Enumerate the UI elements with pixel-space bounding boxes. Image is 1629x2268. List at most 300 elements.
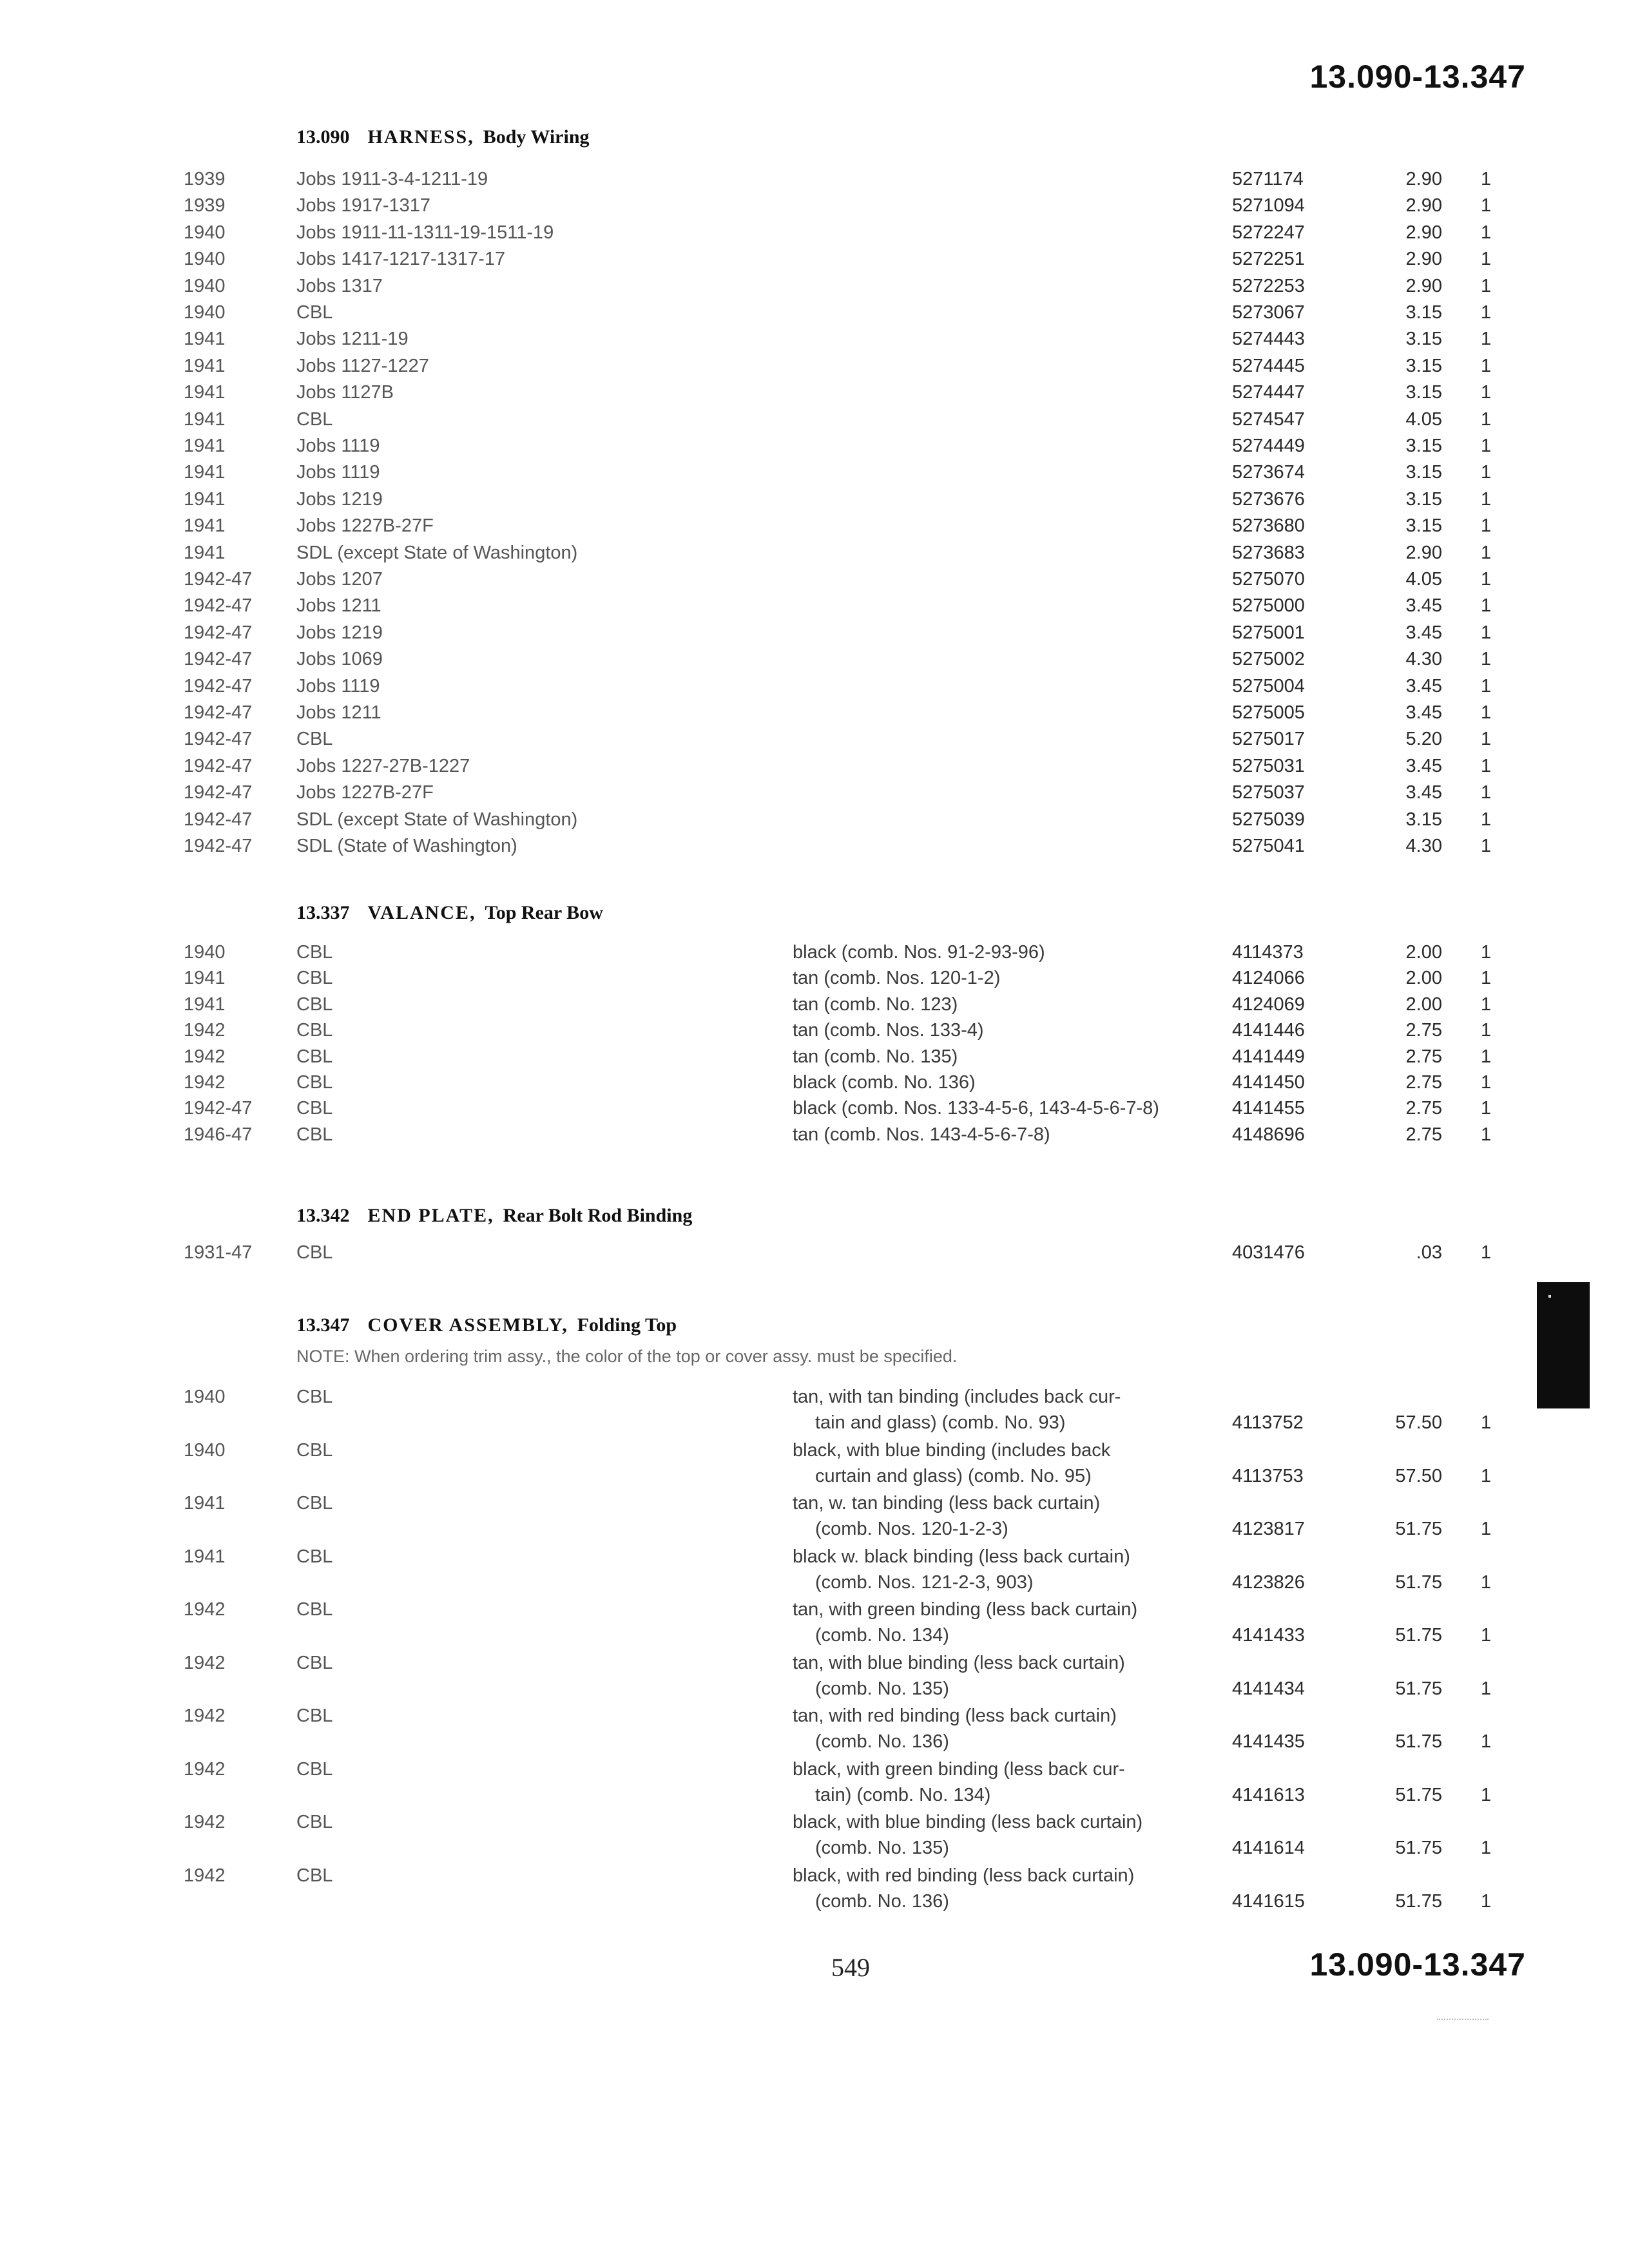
row-price: 57.50	[1395, 1412, 1442, 1433]
row-year: 1942-47	[184, 836, 253, 856]
row-quantity: 1	[1481, 569, 1492, 590]
row-part-number: 5275001	[1232, 622, 1305, 643]
row-model: Jobs 1911-11-1311-19-1511-19	[296, 222, 554, 243]
row-part-number: 4141455	[1232, 1098, 1305, 1119]
row-price: 3.15	[1405, 382, 1442, 403]
row-part-number: 4141446	[1232, 1020, 1305, 1041]
table-row	[0, 756, 1629, 782]
table-row	[0, 1020, 1629, 1046]
row-year: 1942-47	[184, 675, 253, 697]
row-part-number: 4114373	[1232, 942, 1304, 963]
row-price: 4.05	[1405, 408, 1442, 430]
row-description-line2: (comb. No. 135)	[815, 1838, 949, 1858]
row-price: 2.75	[1405, 1124, 1442, 1145]
table-row	[0, 595, 1629, 621]
row-model: Jobs 1211	[296, 595, 381, 617]
row-price: 3.15	[1405, 436, 1442, 456]
row-quantity: 1	[1481, 1625, 1492, 1646]
row-price: 3.45	[1405, 702, 1442, 723]
row-price: 2.00	[1405, 968, 1442, 989]
row-quantity: 1	[1481, 782, 1492, 803]
row-model: Jobs 1069	[296, 649, 383, 670]
table-row	[0, 249, 1629, 274]
row-part-number: 4141450	[1232, 1072, 1305, 1093]
row-quantity: 1	[1481, 1020, 1492, 1041]
table-row	[0, 382, 1629, 408]
row-model: SDL (State of Washington)	[296, 836, 517, 856]
row-part-number: 5274443	[1232, 329, 1305, 350]
row-quantity: 1	[1481, 249, 1492, 270]
row-quantity: 1	[1481, 462, 1492, 483]
table-row	[0, 942, 1629, 968]
row-quantity: 1	[1481, 542, 1492, 563]
page-footer-code: 13.090-13.347	[1309, 1946, 1526, 1983]
section-number: 13.347	[296, 1314, 350, 1336]
row-description-line1: tan, with blue binding (less back curtain)	[793, 1652, 1125, 1673]
row-price: 2.90	[1405, 195, 1442, 216]
row-part-number: 5273067	[1232, 302, 1305, 323]
row-part-number: 4141615	[1232, 1890, 1305, 1912]
table-row	[0, 1387, 1629, 1438]
table-row	[0, 1812, 1629, 1863]
section-title-endplate	[296, 1205, 692, 1227]
row-price: 51.75	[1395, 1784, 1442, 1805]
row-quantity: 1	[1481, 809, 1492, 830]
row-year: 1941	[184, 355, 226, 376]
row-part-number: 5272253	[1232, 275, 1305, 296]
row-description-line1: tan, with red binding (less back curtain)	[793, 1706, 1117, 1726]
row-price: 51.75	[1395, 1519, 1442, 1539]
row-description-line2: (comb. No. 134)	[815, 1625, 949, 1646]
table-row	[0, 836, 1629, 861]
row-quantity: 1	[1481, 1412, 1492, 1433]
row-price: 3.45	[1405, 675, 1442, 697]
row-price: 3.45	[1405, 755, 1442, 776]
row-year: 1942-47	[184, 729, 253, 750]
row-year: 1942	[184, 1072, 226, 1093]
row-description: black (comb. Nos. 133-4-5-6, 143-4-5-6-7-8)	[793, 1098, 1159, 1119]
row-year: 1942	[184, 1046, 226, 1067]
row-model: Jobs 1917-1317	[296, 195, 430, 216]
row-price: 2.00	[1405, 994, 1442, 1015]
row-year: 1942-47	[184, 702, 253, 723]
row-part-number: 4141449	[1232, 1046, 1305, 1067]
table-row	[0, 994, 1629, 1020]
section-number: 13.337	[296, 902, 350, 923]
row-year: 1942	[184, 1865, 226, 1886]
section-number: 13.090	[296, 126, 350, 148]
row-model: CBL	[296, 1098, 333, 1119]
row-description-line2: (comb. Nos. 121-2-3, 903)	[815, 1571, 1034, 1593]
row-year: 1942	[184, 1758, 226, 1780]
row-description-line1: black w. black binding (less back curtain)	[793, 1546, 1130, 1567]
row-price: 4.05	[1405, 569, 1442, 590]
row-year: 1941	[184, 1493, 226, 1514]
row-model: Jobs 1207	[296, 569, 383, 590]
row-description-line2: (comb. No. 136)	[815, 1731, 949, 1752]
row-description-line1: black, with blue binding (less back curtain)	[793, 1812, 1143, 1832]
row-price: 3.15	[1405, 302, 1442, 323]
row-part-number: 5273676	[1232, 488, 1305, 510]
section-name: END PLATE,	[367, 1205, 494, 1226]
row-part-number: 5273683	[1232, 542, 1305, 563]
row-price: 3.45	[1405, 595, 1442, 617]
row-model: Jobs 1119	[296, 462, 380, 483]
table-row	[0, 1098, 1629, 1124]
row-year: 1946-47	[184, 1124, 253, 1145]
section-title-valance	[296, 902, 603, 924]
row-part-number: 5275031	[1232, 755, 1305, 776]
row-quantity: 1	[1481, 595, 1492, 617]
table-row	[0, 1046, 1629, 1072]
row-quantity: 1	[1481, 1678, 1492, 1699]
table-row	[0, 222, 1629, 248]
row-year: 1942-47	[184, 649, 253, 670]
row-model: CBL	[296, 1812, 333, 1832]
row-model: CBL	[296, 994, 333, 1015]
row-price: 2.75	[1405, 1098, 1442, 1119]
row-year: 1942	[184, 1652, 226, 1673]
row-quantity: 1	[1481, 1072, 1492, 1093]
row-model: CBL	[296, 729, 333, 750]
table-row	[0, 809, 1629, 835]
section-note: NOTE: When ordering trim assy., the color of the top or cover assy. must be specified.	[296, 1347, 958, 1366]
table-row	[0, 1124, 1629, 1150]
row-year: 1941	[184, 968, 226, 989]
row-year: 1941	[184, 542, 226, 563]
section-title-cover	[296, 1314, 677, 1336]
row-year: 1942-47	[184, 569, 253, 590]
table-row	[0, 195, 1629, 221]
table-row	[0, 356, 1629, 381]
row-model: CBL	[296, 1706, 333, 1726]
row-model: CBL	[296, 302, 333, 323]
row-model: CBL	[296, 1046, 333, 1067]
table-row	[0, 649, 1629, 675]
row-part-number: 5275041	[1232, 836, 1305, 856]
row-price: 2.00	[1405, 942, 1442, 963]
section-name: HARNESS,	[367, 126, 474, 148]
row-description-line2: (comb. Nos. 120-1-2-3)	[815, 1519, 1008, 1539]
table-row	[0, 569, 1629, 595]
table-row	[0, 622, 1629, 648]
row-quantity: 1	[1481, 488, 1492, 510]
row-price: 51.75	[1395, 1731, 1442, 1752]
table-row	[0, 169, 1629, 195]
row-year: 1942	[184, 1706, 226, 1726]
row-year: 1942-47	[184, 782, 253, 803]
row-part-number: 4141434	[1232, 1678, 1305, 1699]
row-price: 51.75	[1395, 1838, 1442, 1858]
row-year: 1940	[184, 302, 226, 323]
section-title-harness	[296, 126, 590, 148]
table-row	[0, 489, 1629, 515]
table-row	[0, 782, 1629, 808]
row-part-number: 4113753	[1232, 1465, 1304, 1486]
row-price: 4.30	[1405, 649, 1442, 670]
table-row	[0, 302, 1629, 328]
section-subtitle: Top Rear Bow	[485, 902, 603, 923]
row-description: tan (comb. Nos. 133-4)	[793, 1020, 984, 1041]
row-price: 3.15	[1405, 809, 1442, 830]
row-price: 2.75	[1405, 1072, 1442, 1093]
table-row	[0, 968, 1629, 994]
row-year: 1942-47	[184, 595, 253, 617]
row-model: Jobs 1119	[296, 436, 380, 456]
table-row	[0, 1242, 1629, 1268]
row-year: 1940	[184, 275, 226, 296]
row-model: CBL	[296, 1072, 333, 1093]
row-model: CBL	[296, 1546, 333, 1567]
row-year: 1941	[184, 994, 226, 1015]
row-price: 3.45	[1405, 622, 1442, 643]
row-price: 2.90	[1405, 249, 1442, 270]
row-quantity: 1	[1481, 1124, 1492, 1145]
row-model: CBL	[296, 1865, 333, 1886]
row-part-number: 5274447	[1232, 382, 1305, 403]
row-year: 1941	[184, 408, 226, 430]
row-quantity: 1	[1481, 649, 1492, 670]
section-name: COVER ASSEMBLY,	[367, 1314, 568, 1336]
row-description-line2: (comb. No. 135)	[815, 1678, 949, 1699]
scan-mark	[1437, 2019, 1489, 2021]
row-price: 4.30	[1405, 836, 1442, 856]
row-model: Jobs 1911-3-4-1211-19	[296, 169, 488, 189]
row-description: tan (comb. Nos. 143-4-5-6-7-8)	[793, 1124, 1050, 1145]
row-year: 1942-47	[184, 755, 253, 776]
page-number: 549	[831, 1953, 870, 1982]
row-model: CBL	[296, 1124, 333, 1145]
row-quantity: 1	[1481, 169, 1492, 189]
row-quantity: 1	[1481, 622, 1492, 643]
row-quantity: 1	[1481, 302, 1492, 323]
row-quantity: 1	[1481, 1242, 1492, 1263]
row-year: 1942	[184, 1812, 226, 1832]
row-price: 3.15	[1405, 355, 1442, 376]
row-description-line1: tan, w. tan binding (less back curtain)	[793, 1493, 1101, 1514]
row-year: 1941	[184, 488, 226, 510]
row-quantity: 1	[1481, 994, 1492, 1015]
row-model: Jobs 1317	[296, 275, 383, 296]
section-number: 13.342	[296, 1205, 350, 1226]
row-year: 1939	[184, 169, 226, 189]
row-quantity: 1	[1481, 329, 1492, 350]
row-description-line2: tain) (comb. No. 134)	[815, 1784, 991, 1805]
row-model: CBL	[296, 1387, 333, 1407]
row-part-number: 5275070	[1232, 569, 1305, 590]
row-model: CBL	[296, 1652, 333, 1673]
row-quantity: 1	[1481, 702, 1492, 723]
row-model: Jobs 1219	[296, 488, 383, 510]
table-row	[0, 329, 1629, 354]
row-description-line1: tan, with tan binding (includes back cur-	[793, 1387, 1121, 1407]
table-row	[0, 276, 1629, 302]
row-price: 57.50	[1395, 1465, 1442, 1486]
row-quantity: 1	[1481, 382, 1492, 403]
row-part-number: 5271094	[1232, 195, 1305, 216]
row-price: 2.90	[1405, 222, 1442, 243]
row-part-number: 5275000	[1232, 595, 1305, 617]
table-row	[0, 1599, 1629, 1651]
row-model: SDL (except State of Washington)	[296, 542, 578, 563]
row-year: 1941	[184, 1546, 226, 1567]
section-subtitle: Rear Bolt Rod Binding	[503, 1205, 693, 1226]
row-model: Jobs 1227B-27F	[296, 782, 434, 803]
table-row	[0, 1072, 1629, 1098]
row-part-number: 4124066	[1232, 968, 1305, 989]
row-quantity: 1	[1481, 408, 1492, 430]
row-price: 5.20	[1405, 729, 1442, 750]
row-quantity: 1	[1481, 355, 1492, 376]
row-model: Jobs 1211-19	[296, 329, 409, 350]
row-year: 1942	[184, 1020, 226, 1041]
row-model: Jobs 1127B	[296, 382, 394, 403]
row-model: CBL	[296, 408, 333, 430]
row-quantity: 1	[1481, 1890, 1492, 1912]
row-part-number: 5275037	[1232, 782, 1305, 803]
row-model: CBL	[296, 1020, 333, 1041]
row-part-number: 4123817	[1232, 1519, 1305, 1539]
row-year: 1940	[184, 222, 226, 243]
row-part-number: 5275039	[1232, 809, 1305, 830]
row-part-number: 5271174	[1232, 169, 1304, 189]
row-year: 1942-47	[184, 1098, 253, 1119]
row-part-number: 5272251	[1232, 249, 1305, 270]
row-model: Jobs 1227-27B-1227	[296, 755, 470, 776]
table-row	[0, 1546, 1629, 1598]
row-model: CBL	[296, 1758, 333, 1780]
row-description: black (comb. Nos. 91-2-93-96)	[793, 942, 1045, 963]
row-model: Jobs 1119	[296, 675, 380, 697]
row-part-number: 4148696	[1232, 1124, 1305, 1145]
row-year: 1940	[184, 249, 226, 270]
row-part-number: 4141435	[1232, 1731, 1305, 1752]
table-row	[0, 543, 1629, 568]
row-quantity: 1	[1481, 755, 1492, 776]
row-description-line1: tan, with green binding (less back curtain)	[793, 1599, 1138, 1620]
row-quantity: 1	[1481, 968, 1492, 989]
table-row	[0, 409, 1629, 435]
row-price: 2.90	[1405, 542, 1442, 563]
row-model: CBL	[296, 968, 333, 989]
row-price: 51.75	[1395, 1890, 1442, 1912]
row-part-number: 5274547	[1232, 408, 1305, 430]
table-row	[0, 1439, 1629, 1492]
row-quantity: 1	[1481, 1784, 1492, 1805]
row-year: 1941	[184, 329, 226, 350]
row-description: black (comb. No. 136)	[793, 1072, 976, 1093]
row-year: 1940	[184, 942, 226, 963]
row-year: 1931-47	[184, 1242, 253, 1263]
row-quantity: 1	[1481, 942, 1492, 963]
row-part-number: 5275002	[1232, 649, 1305, 670]
row-quantity: 1	[1481, 515, 1492, 537]
row-price: 2.90	[1405, 275, 1442, 296]
row-year: 1940	[184, 1387, 226, 1407]
row-description-line2: tain and glass) (comb. No. 93)	[815, 1412, 1066, 1433]
row-part-number: 5275005	[1232, 702, 1305, 723]
table-row	[0, 1706, 1629, 1757]
section-subtitle: Folding Top	[577, 1314, 677, 1336]
row-price: .03	[1416, 1242, 1442, 1263]
table-row	[0, 1652, 1629, 1704]
row-quantity: 1	[1481, 729, 1492, 750]
table-row	[0, 1758, 1629, 1811]
row-quantity: 1	[1481, 1571, 1492, 1593]
row-description-line2: curtain and glass) (comb. No. 95)	[815, 1465, 1092, 1486]
row-model: Jobs 1219	[296, 622, 383, 643]
row-price: 2.75	[1405, 1046, 1442, 1067]
row-quantity: 1	[1481, 1465, 1492, 1486]
row-quantity: 1	[1481, 1098, 1492, 1119]
row-year: 1941	[184, 515, 226, 537]
row-quantity: 1	[1481, 275, 1492, 296]
section-subtitle: Body Wiring	[483, 126, 590, 148]
row-year: 1939	[184, 195, 226, 216]
row-quantity: 1	[1481, 1731, 1492, 1752]
row-part-number: 4031476	[1232, 1242, 1305, 1263]
page-header-code: 13.090-13.347	[1309, 59, 1526, 95]
table-row	[0, 702, 1629, 728]
row-year: 1942	[184, 1599, 226, 1620]
row-part-number: 5273680	[1232, 515, 1305, 537]
row-price: 51.75	[1395, 1625, 1442, 1646]
row-year: 1942-47	[184, 622, 253, 643]
row-price: 51.75	[1395, 1571, 1442, 1593]
row-quantity: 1	[1481, 195, 1492, 216]
row-part-number: 5275004	[1232, 675, 1305, 697]
row-quantity: 1	[1481, 1519, 1492, 1539]
row-description: tan (comb. No. 123)	[793, 994, 958, 1015]
row-year: 1940	[184, 1439, 226, 1461]
row-part-number: 5274445	[1232, 355, 1305, 376]
row-description-line1: black, with red binding (less back curtain)	[793, 1865, 1135, 1886]
row-model: CBL	[296, 942, 333, 963]
row-model: Jobs 1211	[296, 702, 381, 723]
table-row	[0, 462, 1629, 488]
table-row	[0, 436, 1629, 461]
row-model: SDL (except State of Washington)	[296, 809, 578, 830]
row-price: 3.15	[1405, 329, 1442, 350]
row-description-line1: black, with blue binding (includes back	[793, 1439, 1111, 1461]
row-price: 3.15	[1405, 488, 1442, 510]
row-part-number: 4113752	[1232, 1412, 1304, 1433]
row-description: tan (comb. Nos. 120-1-2)	[793, 968, 1001, 989]
row-price: 3.45	[1405, 782, 1442, 803]
row-model: CBL	[296, 1242, 333, 1263]
row-part-number: 4124069	[1232, 994, 1305, 1015]
row-model: CBL	[296, 1599, 333, 1620]
row-part-number: 4123826	[1232, 1571, 1305, 1593]
row-quantity: 1	[1481, 222, 1492, 243]
row-year: 1941	[184, 436, 226, 456]
row-year: 1941	[184, 382, 226, 403]
row-part-number: 5275017	[1232, 729, 1305, 750]
row-price: 3.15	[1405, 515, 1442, 537]
row-quantity: 1	[1481, 675, 1492, 697]
row-model: Jobs 1417-1217-1317-17	[296, 249, 506, 270]
table-row	[0, 1865, 1629, 1917]
row-model: CBL	[296, 1493, 333, 1514]
row-part-number: 4141433	[1232, 1625, 1305, 1646]
row-description-line1: black, with green binding (less back cur-	[793, 1758, 1125, 1780]
row-year: 1941	[184, 462, 226, 483]
row-part-number: 4141613	[1232, 1784, 1305, 1805]
section-name: VALANCE,	[367, 902, 476, 923]
row-description-line2: (comb. No. 136)	[815, 1890, 949, 1912]
row-part-number: 4141614	[1232, 1838, 1305, 1858]
table-row	[0, 676, 1629, 702]
